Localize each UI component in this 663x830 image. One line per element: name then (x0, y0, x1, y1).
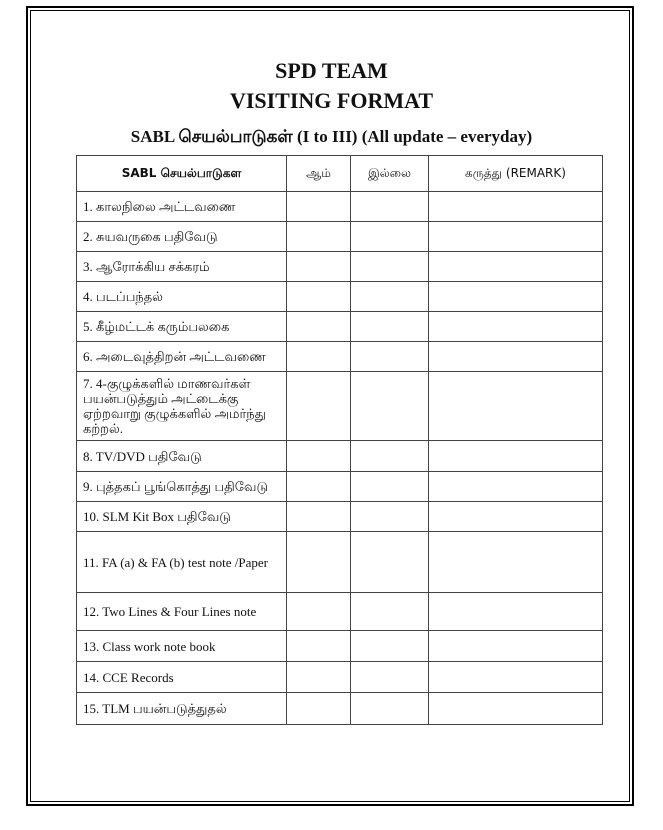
remark-cell[interactable] (429, 472, 603, 502)
table-row (77, 372, 603, 441)
remark-cell[interactable] (429, 372, 603, 441)
row-activity: 1. காலநிலை அட்டவணை (77, 192, 287, 222)
row-activity: 15. TLM பயன்படுத்துதல் (77, 693, 287, 725)
yes-cell[interactable] (287, 282, 351, 312)
table-header-row (77, 156, 603, 192)
yes-cell[interactable] (287, 662, 351, 693)
header-remark: கருத்து (REMARK) (429, 156, 603, 192)
table-row (77, 631, 603, 662)
no-cell[interactable] (351, 532, 429, 593)
row-activity: 10. SLM Kit Box பதிவேடு (77, 502, 287, 532)
row-activity: 4. படப்பந்தல் (77, 282, 287, 312)
no-cell[interactable] (351, 312, 429, 342)
no-cell[interactable] (351, 472, 429, 502)
yes-cell[interactable] (287, 441, 351, 472)
yes-cell[interactable] (287, 631, 351, 662)
row-activity: 6. அடைவுத்திறன் அட்டவணை (77, 342, 287, 372)
table-row (77, 593, 603, 631)
no-cell[interactable] (351, 192, 429, 222)
remark-cell[interactable] (429, 502, 603, 532)
no-cell[interactable] (351, 631, 429, 662)
row-activity: 13. Class work note book (77, 631, 287, 662)
document-subtitle-format: VISITING FORMAT (229, 88, 434, 113)
yes-cell[interactable] (287, 222, 351, 252)
document-section-heading: SABL செயல்பாடுகள் (I to III) (All update – everyday) (130, 127, 533, 146)
no-cell[interactable] (351, 441, 429, 472)
no-cell[interactable] (351, 693, 429, 725)
no-cell[interactable] (351, 372, 429, 441)
no-cell[interactable] (351, 282, 429, 312)
remark-cell[interactable] (429, 662, 603, 693)
header-activities: SABL செயல்பாடுகள (77, 156, 287, 192)
remark-cell[interactable] (429, 192, 603, 222)
yes-cell[interactable] (287, 693, 351, 725)
remark-cell[interactable] (429, 312, 603, 342)
visiting-format-table (76, 155, 603, 725)
yes-cell[interactable] (287, 312, 351, 342)
row-activity: 7. 4-குழுக்களில் மாணவர்கள் பயன்படுத்தும் அட்டைக்கு ஏற்றவாறு குழுக்களில் அமர்ந்து கற்றல். (77, 372, 287, 441)
table-row (77, 502, 603, 532)
row-activity: 14. CCE Records (77, 662, 287, 693)
yes-cell[interactable] (287, 502, 351, 532)
remark-cell[interactable] (429, 282, 603, 312)
remark-cell[interactable] (429, 342, 603, 372)
table-row (77, 222, 603, 252)
table-row (77, 312, 603, 342)
row-activity: 11. FA (a) & FA (b) test note /Paper (77, 532, 287, 593)
remark-cell[interactable] (429, 441, 603, 472)
table-row (77, 192, 603, 222)
no-cell[interactable] (351, 252, 429, 282)
header-yes: ஆம் (287, 156, 351, 192)
table-row (77, 342, 603, 372)
no-cell[interactable] (351, 593, 429, 631)
remark-cell[interactable] (429, 593, 603, 631)
remark-cell[interactable] (429, 532, 603, 593)
remark-cell[interactable] (429, 693, 603, 725)
remark-cell[interactable] (429, 252, 603, 282)
yes-cell[interactable] (287, 252, 351, 282)
no-cell[interactable] (351, 342, 429, 372)
yes-cell[interactable] (287, 532, 351, 593)
row-activity: 9. புத்தகப் பூங்கொத்து பதிவேடு (77, 472, 287, 502)
yes-cell[interactable] (287, 192, 351, 222)
row-activity: 2. சுயவருகை பதிவேடு (77, 222, 287, 252)
remark-cell[interactable] (429, 222, 603, 252)
no-cell[interactable] (351, 502, 429, 532)
row-activity: 3. ஆரோக்கிய சக்கரம் (77, 252, 287, 282)
header-no: இல்லை (351, 156, 429, 192)
yes-cell[interactable] (287, 593, 351, 631)
table-row (77, 441, 603, 472)
row-activity: 5. கீழ்மட்டக் கரும்பலகை (77, 312, 287, 342)
table-row (77, 693, 603, 725)
table-row (77, 282, 603, 312)
no-cell[interactable] (351, 662, 429, 693)
remark-cell[interactable] (429, 631, 603, 662)
row-activity: 8. TV/DVD பதிவேடு (77, 441, 287, 472)
table-row (77, 662, 603, 693)
yes-cell[interactable] (287, 472, 351, 502)
table-row (77, 252, 603, 282)
table-row (77, 472, 603, 502)
table-row (77, 532, 603, 593)
row-activity: 12. Two Lines & Four Lines note (77, 593, 287, 631)
document-title: SPD TEAM (275, 58, 388, 83)
no-cell[interactable] (351, 222, 429, 252)
yes-cell[interactable] (287, 372, 351, 441)
yes-cell[interactable] (287, 342, 351, 372)
